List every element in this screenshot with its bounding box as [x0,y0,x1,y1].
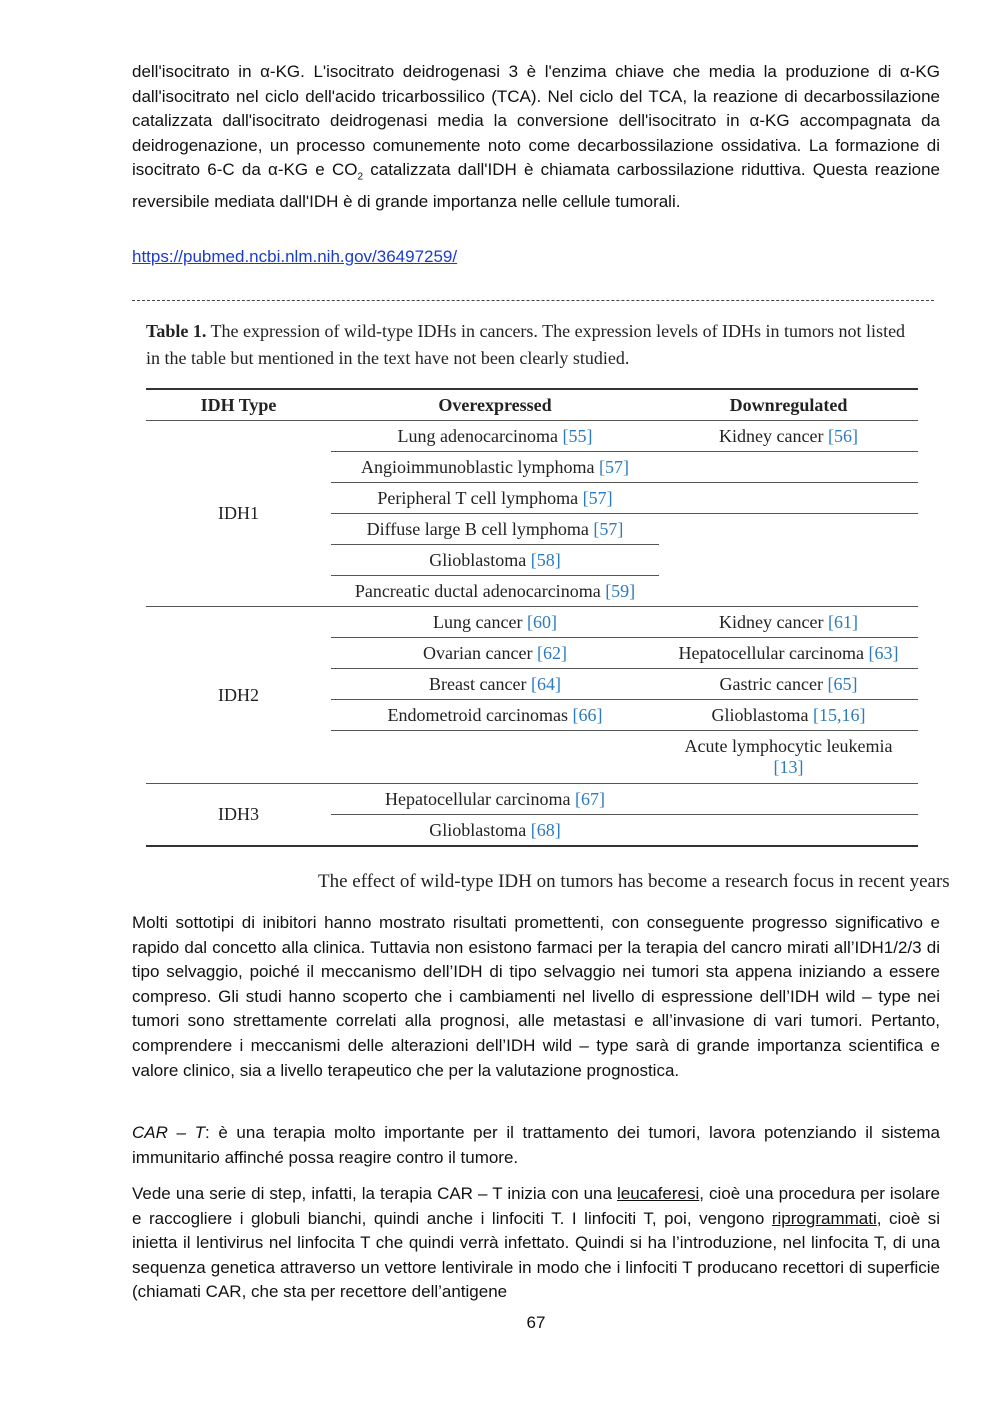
table-cell [659,638,918,669]
table-row [146,784,918,815]
intro-paragraph [132,60,940,215]
cell-text: Lung adenocarcinoma [397,425,558,446]
table-cell [331,731,659,784]
cell-text: Hepatocellular carcinoma [678,642,864,663]
cell-text: Lung cancer [433,611,523,632]
citation-ref[interactable]: [55] [562,425,593,446]
table-cell [659,815,918,847]
table-footer-text: The effect of wild-type IDH on tumors has become a research focus in recent years [318,871,950,892]
citation-ref[interactable]: [59] [605,580,636,601]
citation-ref[interactable]: [57] [593,518,624,539]
table-cell [659,669,918,700]
riprogrammati-term: riprogrammati [771,1208,877,1228]
table-cell [331,607,659,638]
table-caption-label: Table 1. [146,321,207,341]
cell-text: Ovarian cancer [423,642,533,663]
citation-ref[interactable]: [64] [530,673,561,694]
table-cell [331,483,659,514]
table-caption-text: The expression of wild-type IDHs in cancers. The expression levels of IDHs in tumors not listed in the table but mentioned in the text have not been clearly studied. [146,321,906,368]
table-cell [659,514,918,545]
citation-ref[interactable]: [66] [572,704,603,725]
cell-text: Kidney cancer [719,611,824,632]
table-cell [331,545,659,576]
steps-paragraph [132,1182,940,1305]
table-cell [331,669,659,700]
citation-ref[interactable]: [62] [536,642,567,663]
cell-text: Endometroid carcinomas [387,704,568,725]
car-t-paragraph [132,1121,940,1170]
page-number: 67 [526,1313,546,1332]
table-cell [659,700,918,731]
table-cell [331,700,659,731]
citation-ref[interactable]: [68] [530,819,561,840]
table-cell [659,483,918,514]
cell-text: Breast cancer [429,673,527,694]
table-figure [146,318,920,847]
table-cell [659,607,918,638]
body-paragraph: Molti sottotipi di inibitori hanno mostrato risultati promettenti, con conseguente progresso significativo e rapido dal concetto alla clinica. Tuttavia non esistono farmaci per la terapia del cancro mirati all’IDH1/2/3 di tipo selvaggio, poiché il meccanismo dell’IDH di tipo selvaggio nei tumori sta appena iniziando a essere compreso. Gli studi hanno scoperto che i cambiamenti nel livello di espressione dell’IDH wild – type nei tumori sono strettamente correlati alla prognosi, alle metastasi e all’invasione di vari tumori. Pertanto, comprendere i meccanismi delle alterazioni dell’IDH wild – type sarà di grande importanza scientifica e valore clinico, sia a livello terapeutico che per la valutazione prognostica. [132,913,940,1080]
cell-text: Acute lymphocytic leukemia [684,736,893,756]
table-caption [146,318,920,372]
table-cell [659,731,918,784]
cell-text: Kidney cancer [719,425,824,446]
citation-ref[interactable]: [61] [827,611,858,632]
citation-ref[interactable]: [65] [827,673,858,694]
cell-text: Pancreatic ductal adenocarcinoma [354,580,601,601]
cell-text: Peripheral T cell lymphoma [377,487,579,508]
intro-text-part2: catalizzata dall'IDH è chiamata carbossilazione riduttiva. Questa reazione reversibile mediata dall'IDH è di grande importanza nelle cellule tumorali. [132,160,941,212]
idh-expression-table [146,388,918,847]
intro-text-part1: dell'isocitrato in α-KG. L'isocitrato deidrogenasi 3 è l'enzima chiave che media la produzione di α-KG dall'isocitrato nel ciclo dell'acido tricarbossilico (TCA). Nel ciclo del TCA, la reazione di decarbossilazione catalizzata dall'isocitrato deidrogenasi media la conversione dell'isocitrato in α-KG accompagnata da deidrogenazione, un processo comunemente noto come decarbossilazione ossidativa. La formazione di isocitrato 6-C da α-KG e CO [132,62,940,180]
idh1-type-cell: IDH1 [146,421,331,607]
dashed-separator [132,300,934,301]
table-cell [659,452,918,483]
table-cell [659,421,918,452]
citation-ref[interactable]: [57] [598,456,629,477]
table-cell [659,576,918,607]
table-cell [331,514,659,545]
table-row [146,421,918,452]
table-cell [331,452,659,483]
table-cell [331,421,659,452]
header-idh-type: IDH Type [146,389,331,421]
car-t-term: CAR – T [132,1123,205,1142]
table-cell [659,784,918,815]
leucaferesi-term: leucaferesi [617,1184,700,1203]
steps-text-part3: , cioè si inietta il lentivirus nel linfocita T che quindi verrà infettato. Quindi si ha l’introduzione, nel linfocita T, di una sequenza genetica attraverso un vettore lentivirale in modo che i linfociti T producano recettori di superficie (chiamati CAR, che sta per recettore dell’antigene [132,1208,940,1302]
co2-subscript: 2 [357,171,364,183]
citation-ref[interactable]: [63] [868,642,899,663]
table-header-row [146,389,918,421]
table-cell [331,638,659,669]
cell-text: Glioblastoma [711,704,809,725]
table-cell [331,815,659,847]
table-cell [659,545,918,576]
car-t-text: : è una terapia molto importante per il trattamento dei tumori, lavora potenziando il sistema immunitario affinché possa reagire contro il tumore. [132,1123,940,1167]
cell-text: Gastric cancer [719,673,823,694]
idh3-type-cell: IDH3 [146,784,331,847]
steps-text-part1: Vede una serie di step, infatti, la terapia CAR – T inizia con una [132,1184,618,1203]
citation-ref[interactable]: [56] [827,425,858,446]
cell-text: Glioblastoma [429,549,527,570]
cell-text: Diffuse large B cell lymphoma [366,518,589,539]
table-cell [331,576,659,607]
table-cell [331,784,659,815]
cell-text: Angioimmunoblastic lymphoma [361,456,595,477]
pubmed-link[interactable]: https://pubmed.ncbi.nlm.nih.gov/36497259/ [132,247,458,266]
citation-ref[interactable]: [57] [582,487,613,508]
table-row [146,607,918,638]
citation-ref[interactable]: [58] [530,549,561,570]
citation-ref[interactable]: [15,16] [813,704,866,725]
citation-ref[interactable]: [60] [526,611,557,632]
header-overexpressed: Overexpressed [331,389,659,421]
citation-ref[interactable]: [67] [574,788,605,809]
idh2-type-cell: IDH2 [146,607,331,784]
header-downregulated: Downregulated [659,389,918,421]
steps-text-part2: , cioè una procedura per isolare e raccogliere i globuli bianchi, quindi anche i linfociti T. I linfociti T, poi, vengono [132,1184,940,1228]
citation-ref[interactable]: [13] [773,757,804,777]
cell-text: Hepatocellular carcinoma [385,788,571,809]
cell-text: Glioblastoma [429,819,527,840]
